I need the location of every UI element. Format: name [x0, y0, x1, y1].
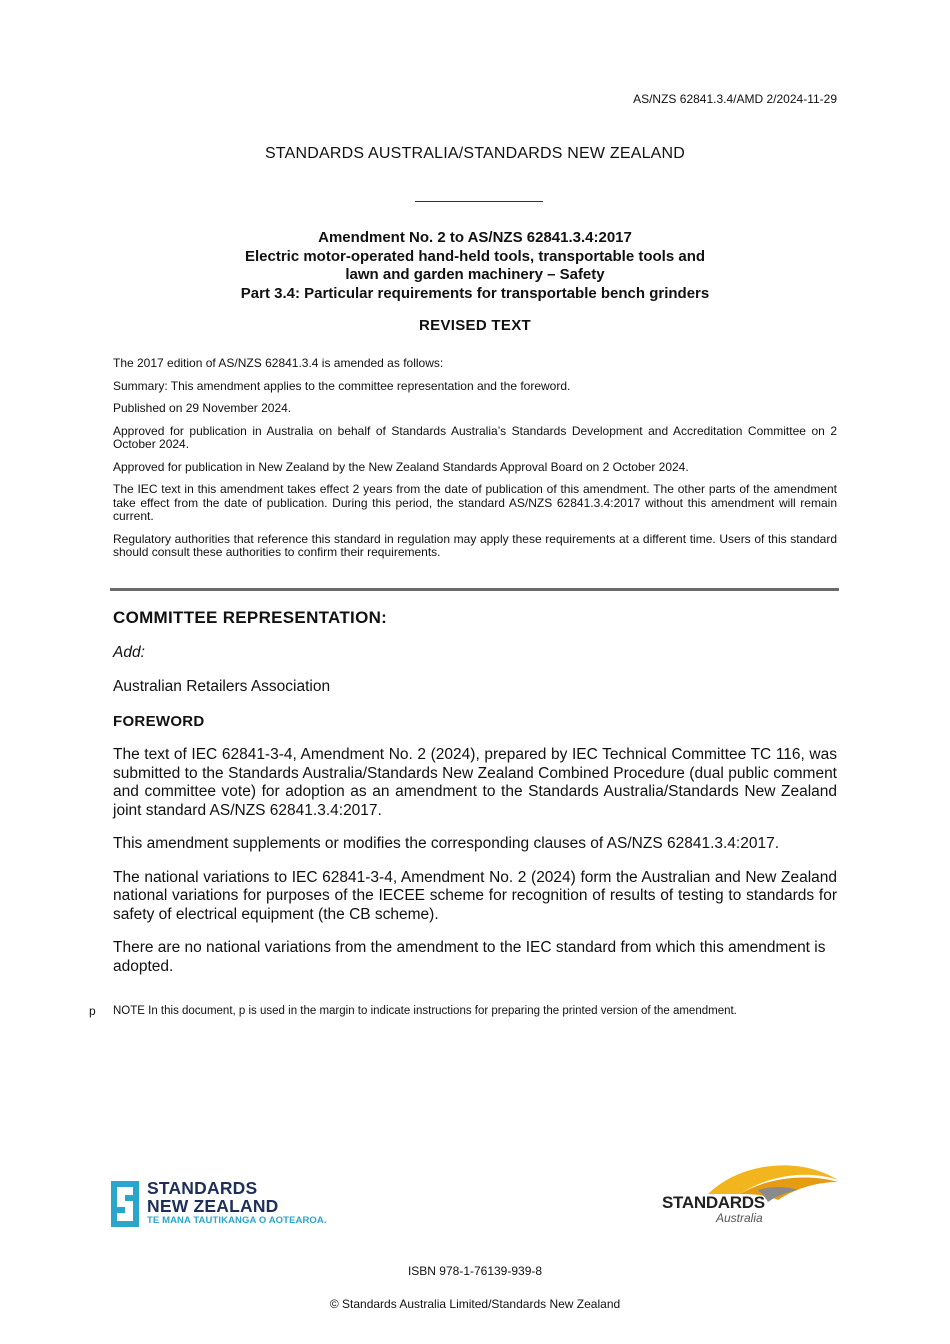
copyright: © Standards Australia Limited/Standards New Zealand: [329, 1297, 621, 1311]
title-line-2: Electric motor-operated hand-held tools, transportable tools and: [244, 247, 706, 265]
title-divider: [415, 201, 543, 202]
title-line-1: Amendment No. 2 to AS/NZS 62841.3.4:2017: [318, 229, 632, 246]
section-divider: [110, 588, 839, 591]
intro-paragraph: Approved for publication in New Zealand by the New Zealand Standards Approval Board on 2 October 2024.: [113, 459, 689, 474]
snz-wordmark-line1: STANDARDS: [147, 1178, 258, 1198]
organisation-name: STANDARDS AUSTRALIA/STANDARDS NEW ZEALAND: [264, 145, 686, 162]
foreword-paragraph: This amendment supplements or modifies the corresponding clauses of AS/NZS 62841.3.4:2017.: [113, 835, 780, 852]
intro-block: [113, 357, 837, 569]
foreword-paragraph: The national variations to IEC 62841-3-4, Amendment No. 2 (2024) form the Australian and New Zealand national variations for purposes of the IECEE scheme for recognition of results of testing to standards for safety of electrical equipment (the CB scheme).: [113, 868, 837, 923]
amendment-title: [0, 229, 950, 303]
isbn: ISBN 978-1-76139-939-8: [407, 1264, 543, 1278]
intro-paragraph: The 2017 edition of AS/NZS 62841.3.4 is amended as follows:: [113, 356, 444, 370]
revised-text-label: REVISED TEXT: [419, 317, 531, 334]
note-text: NOTE In this document, p is used in the margin to indicate instructions for preparing the printed version of the amendment.: [113, 1005, 737, 1017]
foreword-body: [113, 746, 837, 991]
snz-wordmark-line2: NEW ZEALAND: [147, 1196, 279, 1216]
foreword-paragraph: There are no national variations from the amendment to the IEC standard from which this amendment is adopted.: [113, 939, 826, 975]
committee-member: Australian Retailers Association: [113, 678, 331, 695]
document-reference: AS/NZS 62841.3.4/AMD 2/2024-11-29: [633, 92, 837, 106]
committee-heading: COMMITTEE REPRESENTATION:: [113, 608, 388, 627]
standards-australia-logo: [660, 1160, 840, 1230]
intro-paragraph: The IEC text in this amendment takes effect 2 years from the date of publication of this amendment. The other parts of the amendment take effect from the date of publication. During this period, the standard AS/NZS 62841.3.4:2017 without this amendment will remain current.: [113, 482, 837, 523]
foreword-paragraph: The text of IEC 62841-3-4, Amendment No. 2 (2024), prepared by IEC Technical Committee TC 116, was submitted to the Standards Australia/Standards New Zealand Combined Procedure (dual public comment and committee vote) for adoption as an amendment to the Standards Australia/Standards New Zealand joint standard AS/NZS 62841.3.4:2017.: [113, 746, 837, 819]
foreword-heading: FOREWORD: [113, 713, 205, 730]
sa-wordmark: STANDARDS: [662, 1193, 765, 1212]
title-line-3: lawn and garden machinery – Safety: [345, 266, 605, 283]
snz-tagline: TE MANA TAUTIKANGA O AOTEAROA.: [147, 1215, 327, 1226]
sa-subtitle: Australia: [716, 1211, 763, 1225]
title-line-4: Part 3.4: Particular requirements for transportable bench grinders: [240, 284, 710, 302]
standards-new-zealand-logo: [111, 1178, 331, 1230]
intro-paragraph: Regulatory authorities that reference this standard in regulation may apply these requirements at a different time. Users of this standard should consult these authorities to confirm their requirements.: [113, 531, 837, 559]
margin-marker: p: [89, 1004, 96, 1018]
intro-paragraph: Approved for publication in Australia on behalf of Standards Australia’s Standards Development and Accreditation Committee on 2 October 2024.: [113, 423, 837, 451]
add-label: Add:: [113, 644, 145, 661]
snz-mark-icon: [111, 1181, 139, 1227]
intro-paragraph: Published on 29 November 2024.: [113, 401, 292, 415]
intro-paragraph: Summary: This amendment applies to the committee representation and the foreword.: [113, 378, 571, 393]
